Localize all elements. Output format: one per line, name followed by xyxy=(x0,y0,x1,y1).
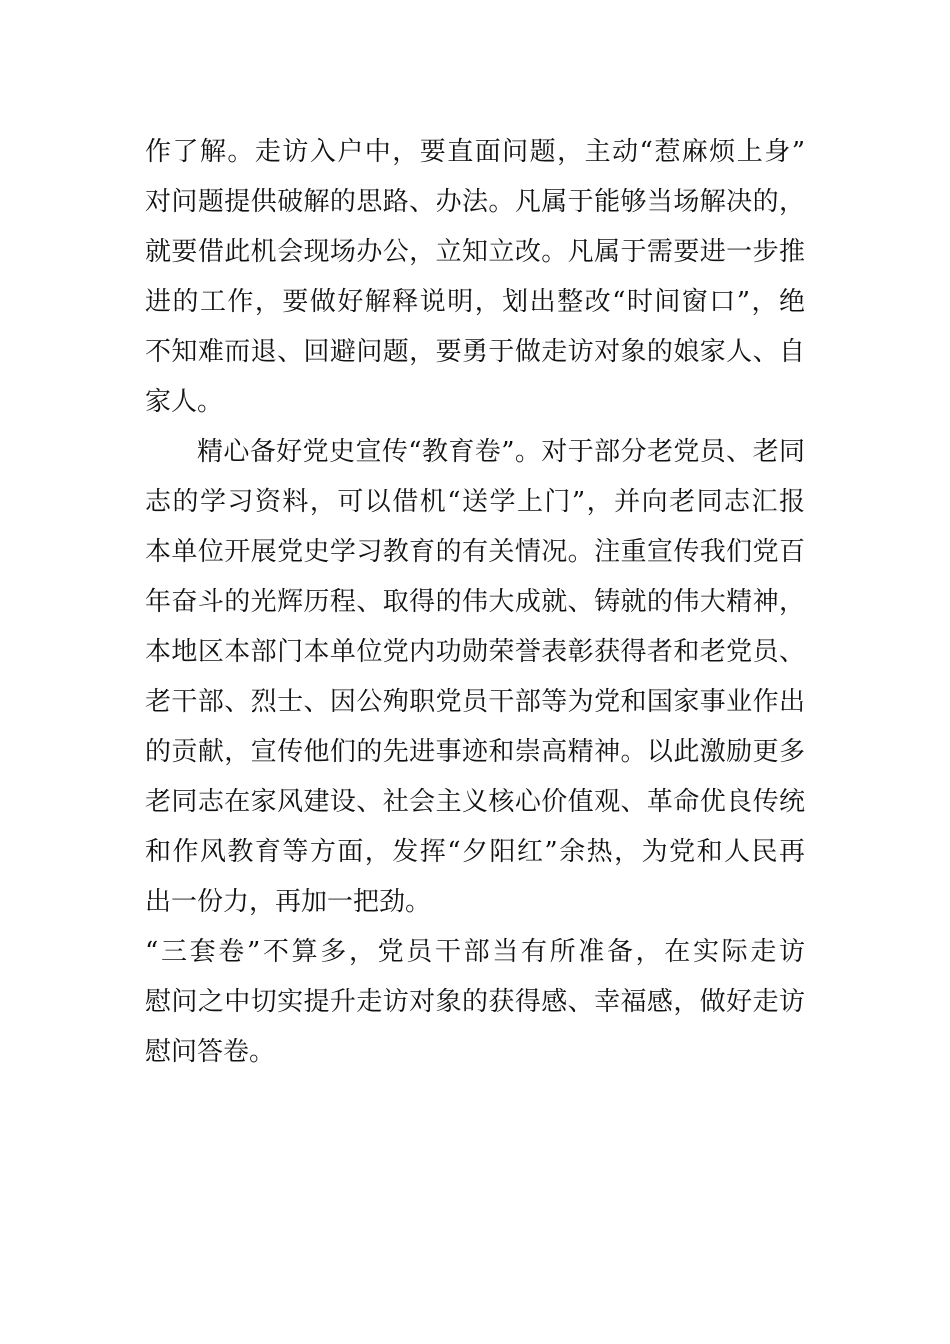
text-line: “三套卷”不算多，党员干部当有所准备，在实际走访 xyxy=(145,937,805,967)
text-line: 进的工作，要做好解释说明，划出整改“时间窗口”，绝 xyxy=(145,287,805,317)
text-line: 就要借此机会现场办公，立知立改。凡属于需要进一步推 xyxy=(145,237,805,267)
text-line: 精心备好党史宣传“教育卷”。对于部分老党员、老同 xyxy=(197,437,805,467)
text-line: 和作风教育等方面，发挥“夕阳红”余热，为党和人民再 xyxy=(145,837,805,867)
text-line: 年奋斗的光辉历程、取得的伟大成就、铸就的伟大精神， xyxy=(145,587,805,617)
text-line: 志的学习资料，可以借机“送学上门”，并向老同志汇报 xyxy=(145,487,805,517)
paragraph-conclusion xyxy=(145,927,805,1077)
text-line: 对问题提供破解的思路、办法。凡属于能够当场解决的， xyxy=(145,187,805,217)
text-line: 本单位开展党史学习教育的有关情况。注重宣传我们党百 xyxy=(145,537,805,567)
text-line: 的贡献，宣传他们的先进事迹和崇高精神。以此激励更多 xyxy=(145,737,805,767)
text-line: 老同志在家风建设、社会主义核心价值观、革命优良传统 xyxy=(145,787,805,817)
text-line: 慰问答卷。 xyxy=(145,1037,276,1067)
text-line: 不知难而退、回避问题，要勇于做走访对象的娘家人、自 xyxy=(145,337,805,367)
document-body xyxy=(145,127,805,1077)
text-line: 家人。 xyxy=(145,387,224,417)
text-line: 出一份力，再加一把劲。 xyxy=(145,887,432,917)
text-line: 慰问之中切实提升走访对象的获得感、幸福感，做好走访 xyxy=(145,987,805,1017)
text-line: 作了解。走访入户中，要直面问题，主动“惹麻烦上身” xyxy=(145,137,805,167)
text-line: 本地区本部门本单位党内功勋荣誉表彰获得者和老党员、 xyxy=(145,637,805,667)
paragraph-visit-problems xyxy=(145,127,805,427)
text-line: 老干部、烈士、因公殉职党员干部等为党和国家事业作出 xyxy=(145,687,805,717)
paragraph-party-history-education xyxy=(145,427,805,927)
